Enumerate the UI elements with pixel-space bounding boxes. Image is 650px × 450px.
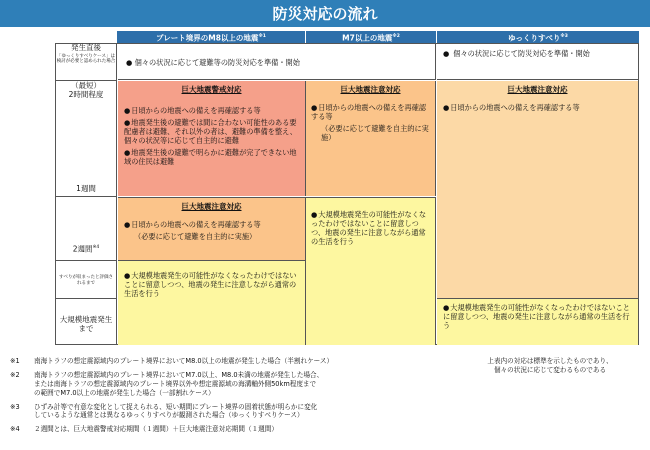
cell-giant-quake-caution-m7: 巨大地震注意対応 ● 日頃からの地震への備えを再確認する等 （必要に応じて避難を自主的に実施） [306, 81, 436, 196]
row-divider [55, 298, 117, 299]
page-title: 防災対応の流れ [272, 5, 378, 23]
cell-normal-life-m8: ● 大規模地震発生の可能性がなくなったわけではないことに留意しつつ、地震の発生に注意しながら通常の生活を行う [118, 260, 306, 345]
row-divider [55, 260, 117, 261]
row-label-2weeks: 2週間$^{※4}$ [72, 244, 100, 254]
cell-giant-quake-caution-m8: 巨大地震注意対応 ● 日頃からの地震への備えを再確認する等 （必要に応じて避難を自主的に実施） [118, 197, 306, 260]
row-label-until-slip-ends: すべりが収まったと評価されるまで [59, 275, 113, 286]
header-m7: M7以上の地震$^{※2}$ [306, 31, 436, 43]
row-label-immediate: 発生直後 「ゆっくりすべりケース」は検討が必要と認められた場合 [56, 43, 116, 65]
cell-giant-quake-caution-slip: 巨大地震注意対応 ● 日頃からの地震への備えを再確認する等 [437, 81, 638, 298]
cell-giant-quake-warning: 巨大地震警戒対応 ● 日頃からの地震への備えを再確認する等 ● 地震発生後の避難では間に合わない可能性のある要配慮者は避難、それ以外の者は、避難の準備を整え、個々の状況等に応じて自主的に避難 ● 地震発生後の避難で明らかに避難が完了できない地域の住民は避難 [118, 81, 306, 196]
footnote-1: ※1 南海トラフの想定震源域内のプレート境界においてM8.0以上の地震が発生した場合（半割れケース） [10, 357, 334, 365]
row-label-2hours: （最短） 2時間程度 [68, 81, 104, 99]
footnote-2: ※2 南海トラフの想定震源域内のプレート境界においてM7.0以上、M8.0未満の地震が発生した場合、 または南海トラフの想定震源域内のプレート境界以外や想定震源域の海溝軸外側50km程度まで の範囲でM7.0以上の地震が発生した場合（一部割れケース） [10, 370, 324, 397]
cell-normal-life-slip: ● 大規模地震発生の可能性がなくなったわけではないことに留意しつつ、地震の発生に注意しながら通常の生活を行う [437, 298, 638, 345]
cell-normal-life-m7: ● 大規模地震発生の可能性がなくなったわけではないことに留意しつつ、地震の発生に注意しながら通常の生活を行う [306, 197, 436, 345]
cell-immediate-col12: ● 個々の状況に応じて避難等の防災対応を準備・開始 [118, 44, 436, 80]
header-m8: プレート境界のM8以上の地震$^{※1}$ [117, 31, 305, 43]
header-slow-slip: ゆっくりすべり$^{※3}$ [437, 31, 639, 43]
cell-immediate-col3: ● 個々の状況に応じて防災対応を準備・開始 [437, 44, 638, 80]
footnote-4: ※4 ２週間とは、巨大地震警戒対応期間（１週間）＋巨大地震注意対応期間（１週間） [10, 425, 278, 434]
side-note: 上表内の対応は標準を示したものであり、 個々の状況に応じて変わるものである [487, 357, 613, 374]
row-divider [55, 196, 117, 197]
footnotes [10, 357, 450, 434]
footnote-3: ※3 ひずみ計等で有意な変化として捉えられる、短い期間にプレート境界の固着状態が明らかに変化 しているような通常とは異なるゆっくりすべりが観測された場合（ゆっくりすべりケース） [10, 402, 318, 420]
row-label-1week: 1週間 [76, 184, 96, 193]
row-label-until-big-quake: 大規模地震発生まで [59, 315, 113, 333]
